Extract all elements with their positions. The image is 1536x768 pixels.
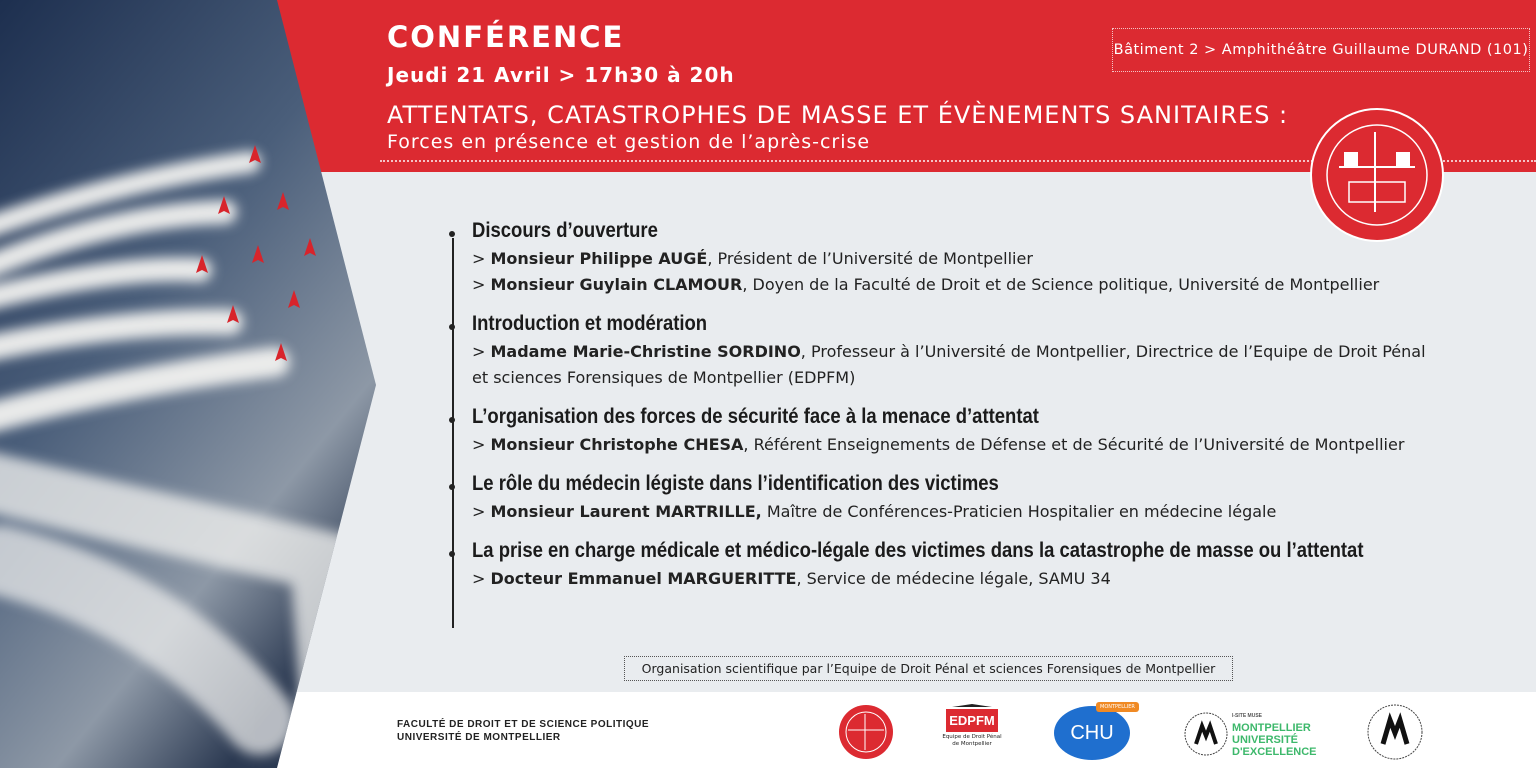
program-item-title: La prise en charge médicale et médico-légale des victimes dans la catastrophe de masse ou l’attentat xyxy=(472,539,1364,562)
program-item-title: Le rôle du médecin légiste dans l’identification des victimes xyxy=(472,472,999,495)
program-item xyxy=(450,312,1430,391)
speaker-line: > Monsieur Christophe CHESA, Référent Enseignements de Défense et de Sécurité de l’Université de Montpellier xyxy=(472,435,1405,454)
program-item xyxy=(450,405,1430,458)
event-date-time: Jeudi 21 Avril > 17h30 à 20h xyxy=(387,63,735,87)
chu-tag: MONTPELLIER xyxy=(1096,702,1139,712)
event-title: ATTENTATS, CATASTROPHES DE MASSE ET ÉVÈNEMENTS SANITAIRES : xyxy=(387,101,1289,129)
universite-montpellier-logo xyxy=(1367,704,1423,760)
speaker-line: > Monsieur Philippe AUGÉ, Président de l’Université de Montpellier xyxy=(472,249,1033,268)
bullet-dot xyxy=(449,231,455,237)
location-box: Bâtiment 2 > Amphithéâtre Guillaume DURAND (101) xyxy=(1112,28,1530,72)
edpfm-logo: EDPFM Equipe de Droit Pénal de Montpellier xyxy=(942,704,1002,748)
program-list xyxy=(450,215,1430,606)
bullet-dot xyxy=(449,551,455,557)
speaker-line: > Monsieur Laurent MARTRILLE, Maître de Conférences-Praticien Hospitalier en médecine légale xyxy=(472,502,1277,521)
speaker-line: > Madame Marie-Christine SORDINO, Professeur à l’Université de Montpellier, Directrice de l’Equipe de Droit Pénal et sciences Forensiques de Montpellier (EDPFM) xyxy=(472,342,1426,387)
faculty-seal-small-logo xyxy=(838,704,894,760)
red-arrows-jets-photo xyxy=(0,0,376,768)
faculty-seal-logo xyxy=(1309,107,1445,243)
speaker-line: > Monsieur Guylain CLAMOUR, Doyen de la Faculté de Droit et de Science politique, Université de Montpellier xyxy=(472,275,1380,294)
program-item-title: Introduction et modération xyxy=(472,312,708,335)
organisation-note: Organisation scientifique par l’Equipe de Droit Pénal et sciences Forensiques de Montpellier xyxy=(624,656,1233,681)
bullet-dot xyxy=(449,324,455,330)
program-item xyxy=(450,472,1430,525)
speaker-line: > Docteur Emmanuel MARGUERITTE, Service de médecine légale, SAMU 34 xyxy=(472,569,1111,588)
event-subtitle: Forces en présence et gestion de l’après-crise xyxy=(387,131,871,153)
program-item-title: Discours d’ouverture xyxy=(472,219,658,242)
event-type: CONFÉRENCE xyxy=(387,20,625,54)
chu-logo: CHU xyxy=(1054,706,1130,760)
program-item xyxy=(450,219,1430,298)
um-logo xyxy=(1184,712,1228,756)
bullet-dot xyxy=(449,417,455,423)
faculty-name: FACULTÉ DE DROIT ET DE SCIENCE POLITIQUE UNIVERSITÉ DE MONTPELLIER xyxy=(397,719,650,743)
bullet-dot xyxy=(449,484,455,490)
muse-logo: I-SITE MUSE MONTPELLIER UNIVERSITÉ D'EXCELLENCE xyxy=(1232,713,1317,758)
program-item-title: L’organisation des forces de sécurité face à la menace d’attentat xyxy=(472,405,1039,428)
program-item xyxy=(450,539,1430,592)
